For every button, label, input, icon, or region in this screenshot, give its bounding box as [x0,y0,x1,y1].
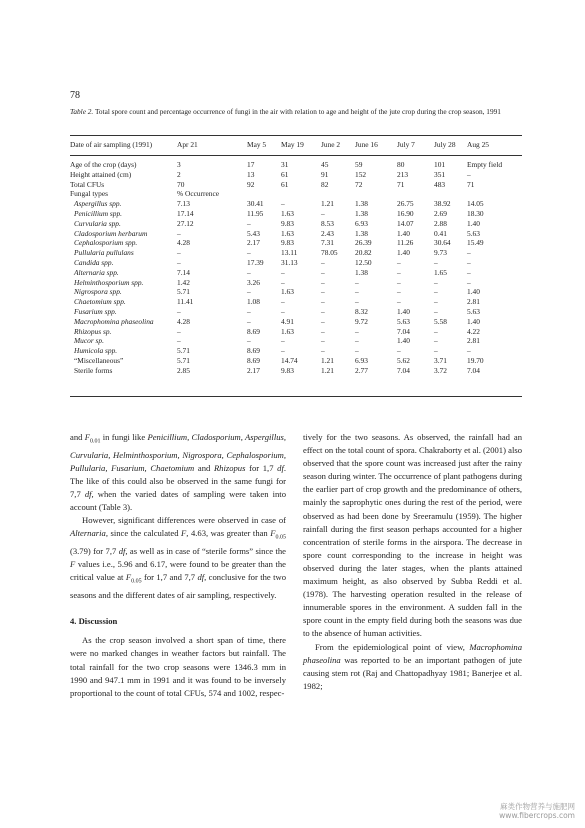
table-cell: 13.11 [281,248,298,258]
table-cell: 4.28 [177,316,190,326]
right-paragraph-2: From the epidemiological point of view, Macrophomina phaseolina was reported to be an important pathogen of jute causing stem rot (Raj and Chattopadhyay 1981; Banerjee et al. 1982; [303,641,522,691]
table-cell: – [321,316,325,326]
table-cell: 1.38 [355,199,368,209]
table-row [70,317,522,327]
table-row [70,336,522,346]
table-cell: 8.32 [355,306,368,316]
table-cell: 1.21 [321,355,334,365]
row-label: Nigrospora spp. [74,287,122,297]
table-cell: 82 [321,179,329,189]
table-cell: – [434,287,438,297]
row-label: Height attained (cm) [70,169,132,179]
table-cell: – [397,346,401,356]
table-cell: 2.17 [247,238,260,248]
table-cell: 1.38 [355,208,368,218]
table-cell: 1.40 [397,228,410,238]
table-cell: 2.85 [177,365,190,375]
table-row [70,219,522,229]
table-cell: – [434,326,438,336]
table-header-label: Date of air sampling (1991) [70,140,153,149]
table-header-date: Apr 21 [177,140,198,149]
table-cell: 1.21 [321,199,334,209]
table-cell: 5.71 [177,287,190,297]
table-cell: – [321,287,325,297]
table-cell: – [321,346,325,356]
table-cell: 13 [247,169,255,179]
table-cell: 101 [434,160,446,169]
f-value: $F_{0.01}$ [84,432,101,445]
table-cell: 26.75 [397,199,414,209]
table-cell: 0.41 [434,228,447,238]
table-cell: % Occurrence [177,189,220,199]
table-cell: 7.13 [177,199,190,209]
table-cell: – [247,316,251,326]
left-column [70,431,286,700]
table-bottom-rule [70,396,522,397]
table-cell: 4.91 [281,316,294,326]
left-paragraph-2: However, significant differences were observed in case of Alternaria, since the calculated F, 4.63, was greater than $F_{0.05}$ (3.79) for 7,7 df, as well as in case of “sterile forms” since the F values i.e., 5.96 and 6.17, were found to be greater than the critical value at $F_{0.05}$ for 1,7 and 7,7 df, conclusive for the two seasons and the different dates of air sampling, respectively. [70,515,287,601]
table-cell: 1.40 [467,218,480,228]
table-cell: – [355,287,359,297]
right-column [303,431,522,693]
table-cell: – [177,336,181,346]
table-row [70,278,522,288]
table-cell: 71 [467,179,475,189]
table-cell: 5.63 [467,228,480,238]
table-cell: 14.05 [467,199,484,209]
table-cell: 26.39 [355,238,372,248]
table-cell: – [467,257,471,267]
table-cell: 7.31 [321,238,334,248]
table-cell: 45 [321,160,329,169]
table-header-date: May 5 [247,140,267,149]
table-cell: 1.08 [247,297,260,307]
table-row [70,180,522,190]
table-cell: – [467,277,471,287]
table-cell: 3.72 [434,365,447,375]
table-cell: 9.83 [281,365,294,375]
table-header-date: May 19 [281,140,304,149]
table-cell: 5.62 [397,355,410,365]
table-cell: 2.81 [467,336,480,346]
table-cell: 2.43 [321,228,334,238]
table-body [70,160,522,376]
table-cell: – [355,326,359,336]
table-row [70,258,522,268]
row-label: Age of the crop (days) [70,160,137,169]
table-cell: 70 [177,179,185,189]
row-label: Alternaria spp. [74,267,119,277]
table-cell: 1.38 [355,228,368,238]
table-cell: 71 [397,179,405,189]
table-cell: 15.49 [467,238,484,248]
table-cell: – [397,297,401,307]
table-cell: – [434,346,438,356]
table-cell: 1.42 [177,277,190,287]
table-cell: – [281,267,285,277]
row-label: Curvularia spp. [74,218,121,228]
table-cell: 31.13 [281,257,298,267]
table-cell: – [321,306,325,316]
table-cell: – [177,257,181,267]
table-cell: – [355,297,359,307]
table-cell: 6.93 [355,218,368,228]
table-cell: – [397,257,401,267]
table-cell: 5.71 [177,346,190,356]
row-label: Macrophomina phaseolina [74,316,154,326]
table-header-date: June 2 [321,140,341,149]
table-cell: 7.04 [467,365,480,375]
row-label: Fungal types [70,189,108,199]
table-cell: – [355,346,359,356]
row-label: Mucor sp. [74,336,104,346]
table-cell: – [247,267,251,277]
row-label: Cladosporium herbarum [74,228,148,238]
table-cell: – [247,218,251,228]
table-cell: Empty field [467,160,503,169]
table-cell: 3.71 [434,355,447,365]
table-cell: 7.04 [397,365,410,375]
table-cell: – [467,346,471,356]
row-label: “Miscellaneous” [74,355,124,365]
table-cell: 59 [355,160,363,169]
table-cell: 2 [177,169,181,179]
table-cell: 1.40 [397,248,410,258]
table-cell: 92 [247,179,255,189]
table-cell: – [321,326,325,336]
page-number: 78 [70,90,80,101]
table-cell: 6.93 [355,355,368,365]
table-cell: 3 [177,160,181,169]
table-row [70,160,522,170]
table-cell: 8.53 [321,218,334,228]
table-row [70,307,522,317]
table-cell: 80 [397,160,405,169]
table-cell: 1.40 [397,306,410,316]
table-cell: 483 [434,179,446,189]
table-cell: – [177,228,181,238]
table-cell: 9.72 [355,316,368,326]
table-cell: 152 [355,169,367,179]
table-header-date: July 28 [434,140,456,149]
table-cell: 2.69 [434,208,447,218]
table-cell: – [321,208,325,218]
table-cell: 27.12 [177,218,194,228]
table-cell: 14.07 [397,218,414,228]
table-cell: 8.69 [247,326,260,336]
table-cell: – [281,277,285,287]
table-row [70,297,522,307]
table-row [70,346,522,356]
table-cell: 1.63 [281,208,294,218]
table-cell: 4.28 [177,238,190,248]
table-cell: 5.71 [177,355,190,365]
row-label: Helminthosporium spp. [74,277,144,287]
row-label: Cephalosporium spp. [74,238,138,248]
table-cell: 20.82 [355,248,372,258]
table-cell: 1.21 [321,365,334,375]
row-label: Humicola spp. [74,346,118,356]
table-cell: – [355,277,359,287]
table-cell: 8.69 [247,346,260,356]
table-cell: 72 [355,179,363,189]
table-cell: – [434,277,438,287]
table-cell: – [434,257,438,267]
table-cell: 1.40 [467,287,480,297]
spore-count-table [70,140,522,376]
table-cell: 4.22 [467,326,480,336]
table-cell: 1.40 [467,316,480,326]
table-cell: 5.58 [434,316,447,326]
table-cell: 7.04 [397,326,410,336]
table-cell: – [247,287,251,297]
table-cell: 11.26 [397,238,414,248]
table-cell: – [321,257,325,267]
watermark [499,802,575,820]
table-cell: 31 [281,160,289,169]
watermark-line-2: www.fibercrops.com [499,811,575,820]
table-cell: – [467,248,471,258]
table-cell: 1.63 [281,326,294,336]
row-label: Penicillium spp. [74,208,123,218]
table-cell: 61 [281,169,289,179]
table-cell: 19.70 [467,355,484,365]
table-header-date: Aug 25 [467,140,489,149]
table-cell: – [281,199,285,209]
table-cell: – [355,336,359,346]
table-cell: – [247,248,251,258]
row-label: Total CFUs [70,179,105,189]
table-cell: – [177,306,181,316]
table-cell: – [321,297,325,307]
row-label: Candida spp. [74,257,114,267]
table-cell: – [321,267,325,277]
table-top-rule [70,135,522,136]
table-header-date: July 7 [397,140,415,149]
table-cell: 5.43 [247,228,260,238]
table-cell: 2.88 [434,218,447,228]
table-cell: 17.39 [247,257,264,267]
table-cell: 9.83 [281,238,294,248]
table-header-date: June 16 [355,140,378,149]
table-cell: 1.40 [397,336,410,346]
table-cell: 351 [434,169,446,179]
table-cell: 12.50 [355,257,372,267]
table-cell: – [397,287,401,297]
table-cell: 30.64 [434,238,451,248]
table-cell: 2.81 [467,297,480,307]
table-row [70,366,522,376]
table-row [70,229,522,239]
table-cell: 61 [281,179,289,189]
table-caption-label: Table 2. [70,107,94,116]
table-cell: 38.92 [434,199,451,209]
table-row [70,268,522,278]
table-cell: 14.74 [281,355,298,365]
table-cell: 213 [397,169,409,179]
table-cell: 3.26 [247,277,260,287]
table-cell: – [281,346,285,356]
table-cell: 78.05 [321,248,338,258]
left-paragraph-1: and $F_{0.01}$ in fungi like Penicillium, Cladosporium, Aspergillus, Curvularia, Helminthosporium, Nigrospora, Cephalosporium, Pullularia, Fusarium, Chaetomium and Rhizopus for 1,7 df. The like of this could also be observed in the same fungi for 7,7 df, when the varied dates of sampling were taken into account (Table 3). [70,432,287,513]
table-cell: – [321,277,325,287]
table-row [70,248,522,258]
table-row [70,327,522,337]
table-cell: 2.77 [355,365,368,375]
table-row [70,189,522,199]
table-cell: – [434,297,438,307]
table-cell: – [177,326,181,336]
watermark-line-1: 麻类作物营养与施肥网 [500,802,575,811]
table-row [70,170,522,180]
table-cell: 2.17 [247,365,260,375]
table-cell: 9.73 [434,248,447,258]
table-cell: 17.14 [177,208,194,218]
table-cell: – [321,336,325,346]
table-row [70,356,522,366]
table-cell: 11.41 [177,297,194,307]
table-cell: 30.41 [247,199,264,209]
table-caption-text: Total spore count and percentage occurrence of fungi in the air with relation to age and height of the jute crop during the crop season, 1991 [94,107,501,116]
table-cell: 8.69 [247,355,260,365]
table-cell: 11.95 [247,208,264,218]
table-cell: 1.38 [355,267,368,277]
table-cell: – [281,297,285,307]
table-cell: – [397,267,401,277]
table-cell: – [434,306,438,316]
row-label: Rhizopus sp. [74,326,112,336]
table-cell: – [177,248,181,258]
right-paragraph-1: tively for the two seasons. As observed, the rainfall had an effect on the total count of spora. Chakraborty et al. (2001) also observed that the spore count was increased just after the rainy season during winter. The occurrence of plant pathogens during the earlier part of crop growth and the predominance of others, mainly the saprophytic ones during the rest of the period, were observed as had been done by Sreeramulu (1959). The higher rainfall during the first season perhaps accounted for a higher concentration of sterile forms in the airspora. The decrease in spore count corresponding to the increase in height was observed during the later stages, when the plants attained maximum height, as also observed by Subba Reddi et al. (1978). The harvesting operation resulted in the release of innumerable spores in the environment. A sudden fall in the spore count in the empty field during both the seasons was due to the absence of human activities. [303,432,522,639]
table-cell: – [397,277,401,287]
table-cell: 5.63 [397,316,410,326]
section-heading: 4. Discussion [70,616,118,627]
row-label: Aspergillus spp. [74,199,122,209]
table-cell: 17 [247,160,255,169]
row-label: Chaetomium spp. [74,297,126,307]
row-label: Fusarium spp. [74,306,117,316]
table-cell: 7.14 [177,267,190,277]
row-label: Sterile forms [74,365,113,375]
table-cell: – [281,336,285,346]
table-row [70,199,522,209]
table-caption [70,107,522,117]
table-cell: – [247,336,251,346]
table-cell: – [281,306,285,316]
table-row [70,287,522,297]
row-label: Pullularia pullulans [74,248,134,258]
table-cell: 1.63 [281,228,294,238]
table-cell: – [434,336,438,346]
table-row [70,238,522,248]
table-cell: – [247,306,251,316]
table-cell: 91 [321,169,329,179]
table-cell: – [467,169,471,179]
left-paragraph-3: As the crop season involved a short span of time, there were no marked changes in weather factors but rainfall. The total rainfall for the two crop seasons were 1346.3 mm in 1990 and 947.1 mm in 1991 and it was found to be inversely proportional to the count of total CFUs, 574 and 1002, respec- [70,635,286,698]
table-cell: 9.83 [281,218,294,228]
table-cell: – [467,267,471,277]
table-header-row [70,140,522,154]
table-cell: 18.30 [467,208,484,218]
table-cell: 5.63 [467,306,480,316]
table-cell: 1.65 [434,267,447,277]
table-cell: 16.90 [397,208,414,218]
table-row [70,209,522,219]
table-cell: 1.63 [281,287,294,297]
